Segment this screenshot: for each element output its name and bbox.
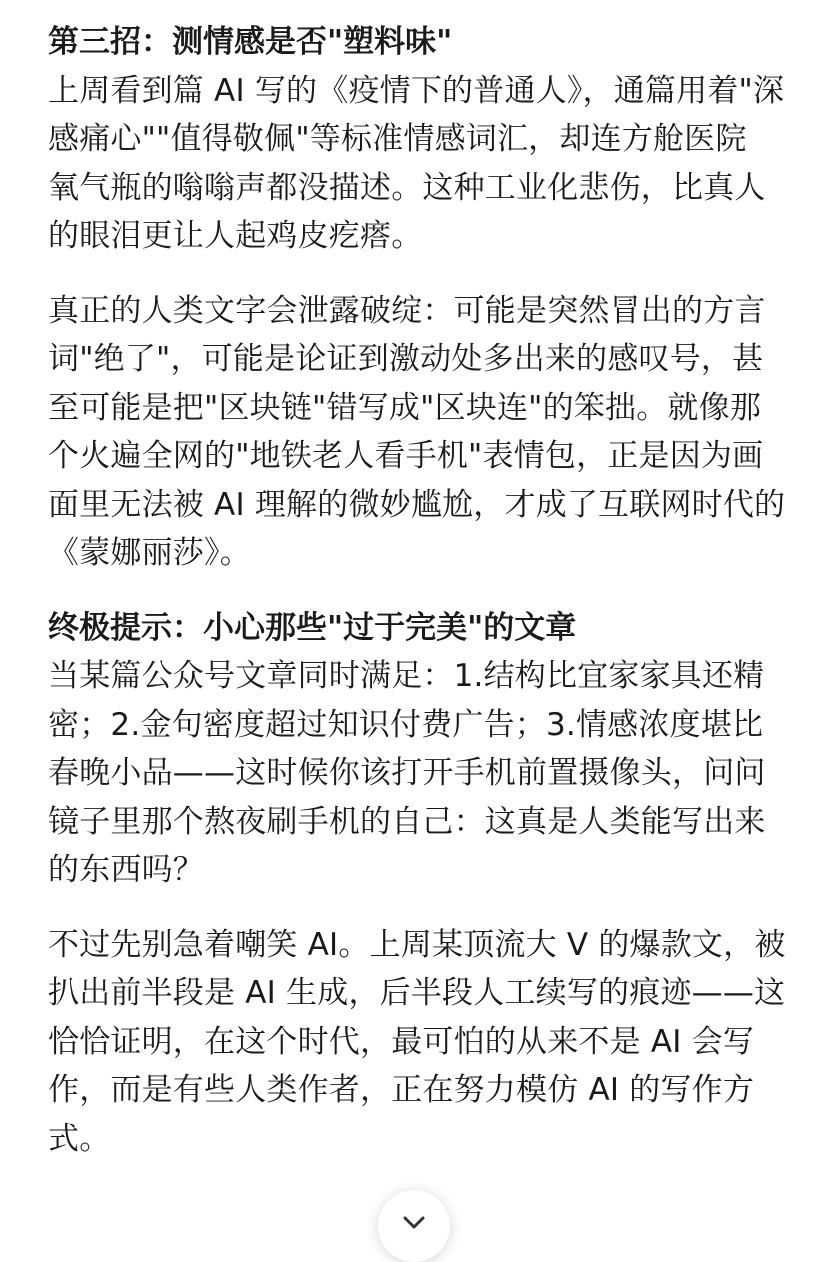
paragraph-line: 个火遍全网的"地铁老人看手机"表情包，正是因为画 [48, 438, 764, 474]
paragraph-3 [48, 652, 788, 895]
paragraph-line: 式。 [48, 1120, 111, 1157]
paragraph-line: 氧气瓶的嗡嗡声都没描述。这种工业化悲伤，比真人 [48, 169, 766, 206]
paragraph-1 [48, 67, 788, 261]
paragraph-line: 作，而是有些人类作者，正在努力模仿 AI 的写作方 [48, 1072, 755, 1108]
scroll-down-button[interactable] [378, 1190, 450, 1262]
paragraph-line: 感痛心""值得敬佩"等标准情感词汇，却连方舱医院 [48, 121, 747, 157]
paragraph-line: 真正的人类文字会泄露破绽：可能是突然冒出的方言 [48, 292, 766, 329]
paragraph-line: 的眼泪更让人起鸡皮疙瘩。 [48, 218, 423, 254]
paragraph-line: 《蒙娜丽莎》。 [48, 535, 251, 571]
paragraph-line: 面里无法被 AI 理解的微妙尴尬，才成了互联网时代的 [48, 486, 786, 523]
paragraph-line: 扒出前半段是 AI 生成，后半段人工续写的痕迹——这 [48, 975, 786, 1011]
paragraph-line: 镜子里那个熬夜刷手机的自己：这真是人类能写出来 [48, 803, 766, 840]
section-heading-3: 第三招：测情感是否"塑料味" [48, 24, 453, 60]
paragraph-line: 词"绝了"，可能是论证到激动处多出来的感叹号，甚 [48, 341, 764, 377]
paragraph-2 [48, 287, 788, 578]
paragraph-line: 至可能是把"区块链"错写成"区块连"的笨拙。就像那 [48, 389, 762, 426]
article-body [48, 18, 788, 1189]
paragraph-line: 春晚小品——这时候你该打开手机前置摄像头，问问 [48, 755, 766, 791]
paragraph-line: 的东西吗？ [48, 852, 204, 888]
paragraph-line: 上周看到篇 AI 写的《疫情下的普通人》，通篇用着"深 [48, 72, 785, 109]
paragraph-line: 密；2.金句密度超过知识付费广告；3.情感浓度堪比 [48, 706, 764, 743]
paragraph-4 [48, 921, 788, 1164]
paragraph-line: 不过先别急着嘲笑 AI。上周某顶流大 V 的爆款文，被 [48, 926, 786, 963]
paragraph-line: 恰恰证明，在这个时代，最可怕的从来不是 AI 会写 [48, 1023, 755, 1060]
paragraph-line: 当某篇公众号文章同时满足：1.结构比宜家家具还精 [48, 658, 765, 694]
section-heading-final: 终极提示：小心那些"过于完美"的文章 [48, 609, 577, 646]
